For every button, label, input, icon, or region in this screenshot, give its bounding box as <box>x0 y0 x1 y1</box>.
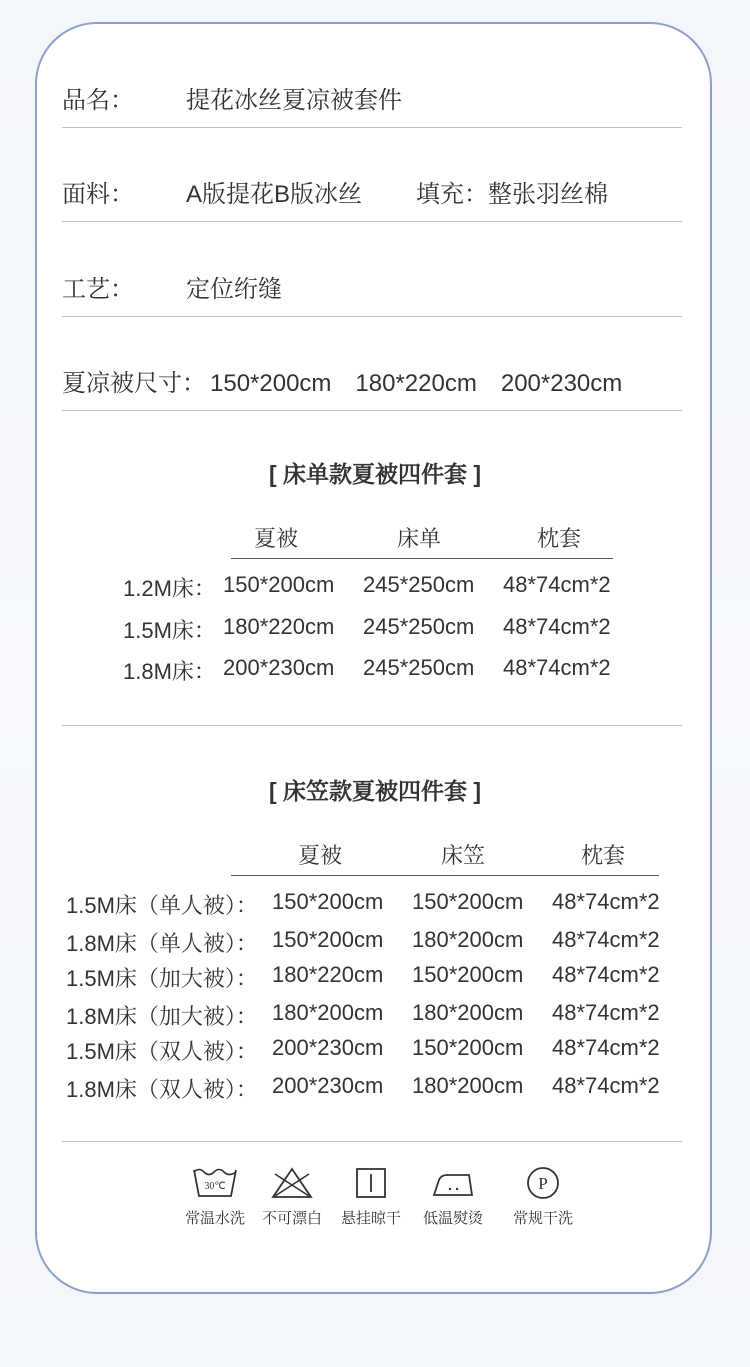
divider <box>62 410 682 411</box>
care-item-no-bleach <box>258 1165 326 1228</box>
product-name-row <box>62 80 402 115</box>
care-label: 低温熨烫 <box>422 1210 483 1227</box>
table2-cell: 48*74cm*2 <box>552 962 660 987</box>
table2-cell: 180*200cm <box>412 1073 524 1098</box>
table2-header-quilt: 夏被 <box>298 843 343 868</box>
table1-row-label: 1.8M床： <box>123 659 216 684</box>
quilt-size-value: 180*220cm <box>355 370 477 397</box>
divider <box>62 1141 682 1142</box>
table2-cell: 150*200cm <box>272 927 384 952</box>
product-name-label: 品名： <box>62 87 134 114</box>
care-item-iron <box>418 1165 488 1228</box>
fabric-value: A版提花B版冰丝 <box>186 181 363 208</box>
table2-cell: 200*230cm <box>272 1073 384 1098</box>
divider <box>62 316 682 317</box>
table2-cell: 48*74cm*2 <box>552 927 660 952</box>
iron-low-icon <box>418 1165 488 1201</box>
care-label: 不可漂白 <box>261 1210 322 1227</box>
table1-cell: 245*250cm <box>363 614 475 639</box>
table2-cell: 48*74cm*2 <box>552 1035 660 1060</box>
table2-row-label: 1.8M床（加大被）： <box>66 1004 258 1029</box>
table1-title: [ 床单款夏被四件套 ] <box>268 461 482 487</box>
table2-cell: 150*200cm <box>272 889 384 914</box>
filling-label: 填充： <box>416 181 488 208</box>
dry-clean-symbol: P <box>538 1174 548 1193</box>
quilt-size-value: 200*230cm <box>500 370 623 397</box>
table2-header-rule <box>231 875 659 876</box>
filling-value: 整张羽丝棉 <box>488 181 608 208</box>
table2-row-label: 1.5M床（加大被）： <box>66 966 258 991</box>
table1-cell: 245*250cm <box>363 655 475 680</box>
table2-cell: 48*74cm*2 <box>552 1000 660 1025</box>
table1-header-quilt: 夏被 <box>254 526 299 551</box>
table1-cell: 200*230cm <box>223 655 335 680</box>
table1-row-label: 1.2M床： <box>123 576 216 601</box>
product-name-value: 提花冰丝夏凉被套件 <box>186 87 402 114</box>
table2-row-label: 1.8M床（单人被）： <box>66 931 258 956</box>
care-label: 常温水洗 <box>184 1210 245 1227</box>
table2-row-label: 1.8M床（双人被）： <box>66 1077 258 1102</box>
table2-cell: 150*200cm <box>412 962 524 987</box>
quilt-size-label: 夏凉被尺寸： <box>62 370 206 397</box>
table2-cell: 180*200cm <box>412 927 524 952</box>
craft-label: 工艺： <box>62 276 134 303</box>
table2-cell: 48*74cm*2 <box>552 889 660 914</box>
quilt-size-row <box>62 363 622 398</box>
table2-cell: 150*200cm <box>412 1035 524 1060</box>
care-item-hang-dry <box>337 1165 405 1228</box>
care-label: 悬挂晾干 <box>340 1210 401 1227</box>
divider <box>62 127 682 128</box>
table2-cell: 150*200cm <box>412 889 524 914</box>
table2-cell: 180*200cm <box>272 1000 384 1025</box>
table2-cell: 48*74cm*2 <box>552 1073 660 1098</box>
table2-row-label: 1.5M床（单人被）： <box>66 893 258 918</box>
table2-cell: 180*200cm <box>412 1000 524 1025</box>
table1-header-rule <box>231 558 613 559</box>
table1-cell: 245*250cm <box>363 572 475 597</box>
no-bleach-icon <box>258 1165 326 1201</box>
fabric-row <box>62 174 608 209</box>
table1-cell: 48*74cm*2 <box>503 572 611 597</box>
table2-row-label: 1.5M床（双人被）： <box>66 1039 258 1064</box>
care-label: 常规干洗 <box>512 1210 573 1227</box>
fabric-label: 面料： <box>62 181 134 208</box>
care-item-wash <box>182 1165 248 1228</box>
quilt-size-value: 150*200cm <box>210 370 332 397</box>
table2-title: [ 床笠款夏被四件套 ] <box>268 778 482 804</box>
dry-clean-p-icon <box>508 1165 578 1201</box>
craft-value: 定位绗缝 <box>186 276 282 303</box>
wash-30-icon <box>182 1165 248 1201</box>
table1-cell: 180*220cm <box>223 614 335 639</box>
divider <box>62 725 682 726</box>
table1-cell: 150*200cm <box>223 572 335 597</box>
table2-cell: 180*220cm <box>272 962 384 987</box>
care-item-dry-clean <box>508 1165 578 1228</box>
table1-row-label: 1.5M床： <box>123 618 216 643</box>
divider <box>62 221 682 222</box>
hang-dry-icon <box>337 1165 405 1201</box>
table2-cell: 200*230cm <box>272 1035 384 1060</box>
wash-temp-text: 30℃ <box>204 1181 226 1192</box>
table1-header-sheet: 床单 <box>397 526 442 551</box>
table2-header-pillowcase: 枕套 <box>581 843 626 868</box>
table1-cell: 48*74cm*2 <box>503 614 611 639</box>
craft-row <box>62 269 282 304</box>
table1-cell: 48*74cm*2 <box>503 655 611 680</box>
table1-header-pillowcase: 枕套 <box>537 526 582 551</box>
table2-header-fitted-sheet: 床笠 <box>441 843 486 868</box>
